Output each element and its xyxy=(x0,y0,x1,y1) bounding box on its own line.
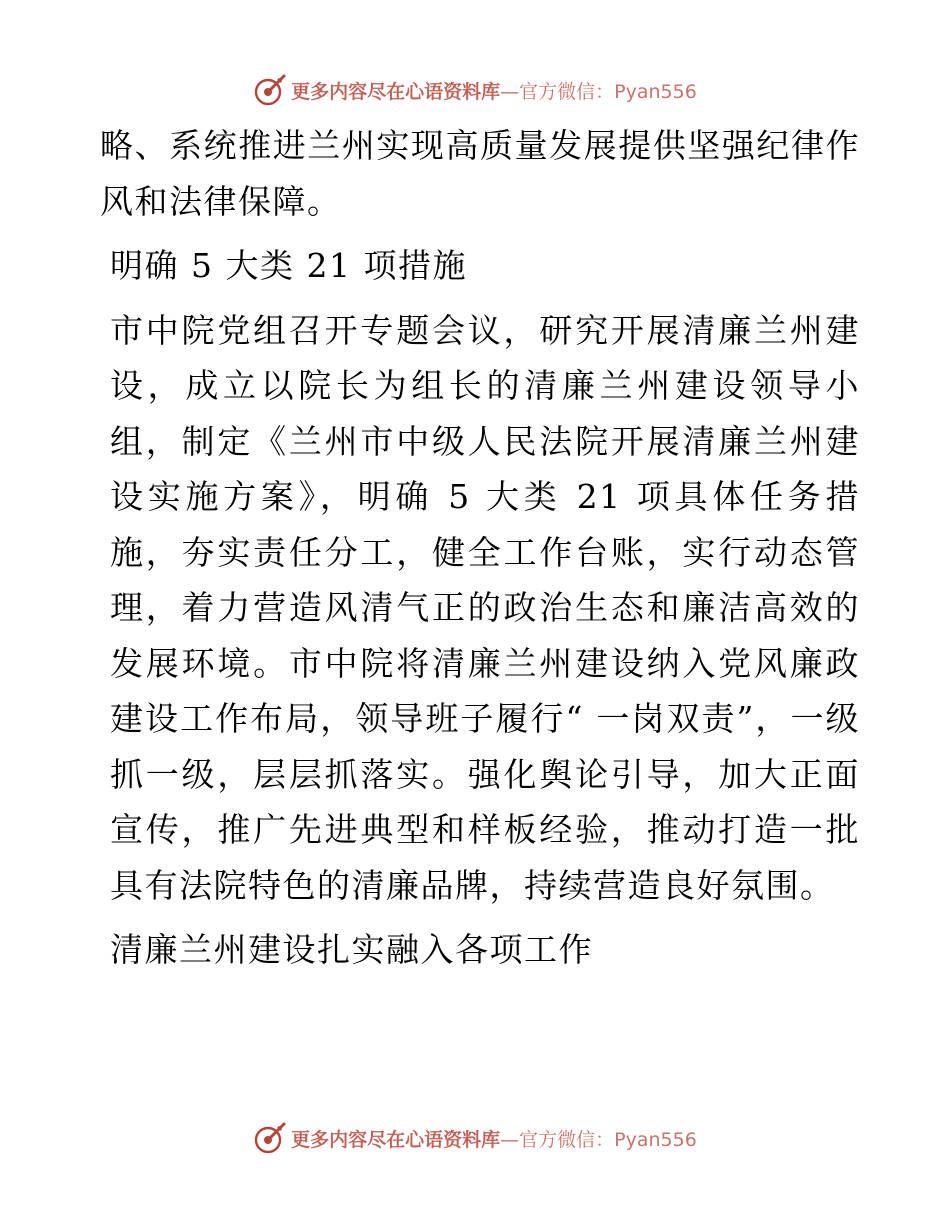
watermark-site-name: 更多内容尽在心语资料库 xyxy=(291,80,501,103)
document-body xyxy=(100,118,860,978)
watermark-wechat: —官方微信：Pyan556 xyxy=(500,80,697,103)
section-heading-integration: 清廉兰州建设扎实融入各项工作 xyxy=(110,930,593,969)
paragraph-main: 市中院党组召开专题会议，研究开展清廉兰州建设，成立以院长为组长的清廉兰州建设领导小组，制定《兰州市中级人民法院开展清廉兰州建设实施方案》，明确 5 大类 21 项具体任务措施，夯实责任分工，健全工作台账，实行动态管理，着力营造风清气正的政治生态和廉洁高效的发展环境。市中院将清廉兰州建设纳入党风廉政建设工作布局，领导班子履行“ 一岗双责”，一级抓一级，层层抓落实。强化舆论引导，加大正面宣传，推广先进典型和样板经验，推动打造一批具有法院特色的清廉品牌，持续营造良好氛围。 xyxy=(110,310,860,905)
footer-watermark xyxy=(0,1120,950,1156)
header-watermark xyxy=(0,72,950,108)
watermark-site-name: 更多内容尽在心语资料库 xyxy=(291,1128,501,1151)
watermark-wechat: —官方微信：Pyan556 xyxy=(500,1128,697,1151)
quill-logo-icon xyxy=(253,1121,287,1155)
section-heading-measures: 明确 5 大类 21 项措施 xyxy=(110,246,467,285)
quill-logo-icon xyxy=(253,73,287,107)
paragraph-continuation: 略、系统推进兰州实现高质量发展提供坚强纪律作风和法律保障。 xyxy=(100,126,860,221)
